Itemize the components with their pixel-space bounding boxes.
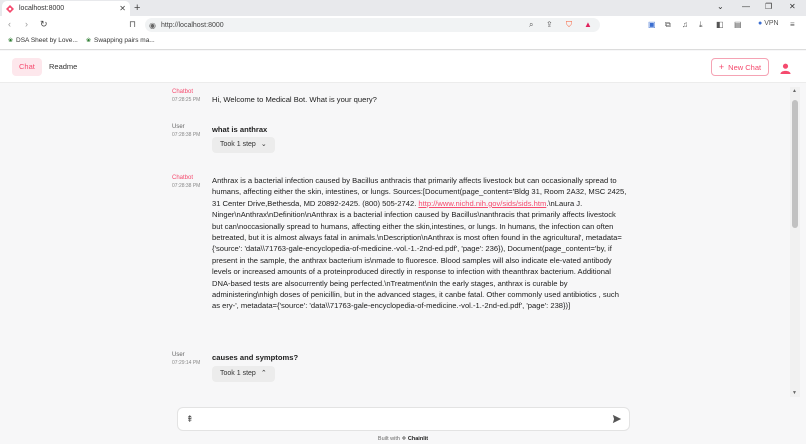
bookmark-favicon-icon: ❀ [8, 38, 14, 44]
expand-up-icon[interactable]: ⇞ [186, 414, 194, 424]
vpn-label: VPN [764, 20, 779, 27]
message-text-part: .\nLaura J. Ninger\nAnthrax\nDefinition\nAnthrax is a bacterial infection caused by Bacillus\nanthracis that primarily affects livestock but can\noccasionally spread to humans, affecting either the skin,intestines, or lungs. In humans, the infection can often betreated, but it is almost always fatal in animals.\nDescription\nAnthrax is most often found in the agricultural', metadata={'source': 'data\\71763-gale-encyclopedia-of-medicine.-vol.-1.-2nd-ed.pdf', 'page': 236}), Document(page_content='by, if present in the sample, the anthrax bacterium is\nmade to fluoresce. Blood samples will also indicate ele-vated antibody levels or increased amounts of a proteinproduced directly in response to infection with theanthrax bacterium. Additional DNA-based tests are alsocurrently being perfected.\nTreatment\nIn the early stages, anthrax is curable by administering\nhigh doses of penicillin, but in the advanced stages, it canbe fatal. Other commonly used antibiotics , such as ery-', metadata={'source': 'data\\71763-gale-encyclopedia-of-medicine.-vol.-1.-2nd-ed.pdf', 'page': 238})] [212, 198, 622, 311]
message-text: Hi, Welcome to Medical Bot. What is your query? [212, 95, 377, 104]
message-text: what is anthrax [212, 125, 268, 134]
site-info-icon[interactable]: ◉ [149, 20, 156, 30]
reload-icon[interactable]: ↻ [40, 19, 48, 29]
chat-message [172, 89, 632, 109]
message-text [212, 175, 627, 312]
chevron-up-icon: ⌃ [260, 370, 267, 377]
scroll-down-icon[interactable]: ▼ [792, 390, 797, 396]
new-tab-icon[interactable]: + [134, 2, 141, 14]
zoom-search-icon[interactable]: ⌕ [529, 20, 534, 29]
message-author: User [172, 124, 185, 130]
vpn-icon: ● [758, 20, 763, 27]
footer-prefix: Built with [377, 436, 400, 442]
footer-brand: Chainlit [407, 436, 429, 442]
message-time: 07:29:14 PM [172, 360, 201, 366]
bookmark-favicon-icon: ❀ [86, 38, 92, 44]
took-step-button[interactable] [212, 137, 275, 153]
chat-message [172, 124, 632, 156]
app-header [0, 51, 806, 83]
new-chat-button[interactable] [711, 58, 769, 76]
message-composer [177, 407, 630, 431]
chevron-down-icon: ⌄ [260, 141, 267, 148]
url-text: http://localhost:8000 [160, 21, 224, 29]
close-window-icon[interactable]: ✕ [789, 2, 796, 11]
vpn-button[interactable] [758, 20, 779, 27]
scroll-up-icon[interactable]: ▲ [792, 88, 797, 94]
download-icon[interactable]: ⤓ [699, 20, 703, 29]
chainlit-logo-icon: ❖ [401, 436, 407, 442]
chat-input[interactable] [202, 412, 602, 427]
scrollbar-thumb[interactable] [792, 100, 798, 228]
message-author: Chatbot [172, 89, 194, 95]
chat-message [172, 175, 632, 335]
maximize-icon[interactable]: ❐ [765, 2, 773, 11]
tab-chat[interactable]: Chat [12, 58, 42, 76]
message-text: causes and symptoms? [212, 353, 299, 362]
sidebar-icon[interactable]: ◧ [716, 20, 724, 29]
message-time: 07:28:38 PM [172, 132, 201, 138]
forward-icon[interactable]: › [25, 19, 28, 29]
step-label: Took 1 step [220, 370, 256, 377]
screen-capture-icon[interactable]: ▣ [648, 20, 656, 29]
brave-rewards-icon[interactable]: ▲ [584, 20, 592, 29]
wallet-icon[interactable]: ▤ [734, 20, 742, 29]
bookmark-label: Swapping pairs ma... [94, 37, 155, 44]
chainlit-favicon-icon [6, 5, 14, 13]
minimize-icon[interactable]: — [742, 2, 750, 11]
message-author: Chatbot [172, 175, 194, 181]
message-text-part: Anthrax is a bacterial infection caused by Bacillus anthracis that primarily affects livestock but can occasionally spread to humans, affecting either the skin, intestines, or lungs. Sources:[Document(page_content='Bldg 31, Room 2A32, MSC 2425, 31 Center Drive,Bethesda, MD 20892-2425. (800) 505-2742. [212, 176, 627, 208]
send-icon[interactable] [612, 414, 622, 424]
tab-title: localhost:8000 [19, 5, 65, 12]
bookmark-item[interactable] [8, 37, 78, 44]
bookmark-icon[interactable]: ⊓ [129, 19, 137, 29]
plus-icon: + [718, 62, 725, 72]
address-bar-row [0, 16, 806, 34]
message-author: User [172, 352, 185, 358]
built-with-footer[interactable] [0, 436, 806, 444]
message-time: 07:28:25 PM [172, 97, 201, 103]
user-avatar-icon[interactable] [780, 63, 791, 74]
tab-list-icon[interactable]: ⌄ [717, 2, 724, 11]
chat-message [172, 352, 632, 384]
bookmarks-bar [0, 34, 806, 50]
back-icon[interactable]: ‹ [8, 19, 11, 29]
chat-thread [0, 83, 790, 396]
menu-icon[interactable]: ≡ [790, 20, 795, 29]
bookmark-item[interactable] [86, 37, 155, 44]
browser-tab[interactable] [2, 1, 130, 16]
brave-shield-icon[interactable]: ⛉ [566, 20, 572, 29]
extensions-icon[interactable]: ⧉ [665, 20, 671, 29]
step-label: Took 1 step [220, 141, 256, 148]
message-time: 07:28:38 PM [172, 183, 201, 189]
took-step-button[interactable] [212, 366, 275, 382]
new-chat-label: New Chat [728, 62, 762, 72]
music-icon[interactable]: ♫ [682, 20, 688, 29]
bookmark-label: DSA Sheet by Love... [16, 37, 78, 44]
tab-readme[interactable]: Readme [49, 62, 78, 71]
share-icon[interactable]: ⇪ [546, 20, 553, 29]
tab-close-icon[interactable]: ✕ [119, 4, 126, 13]
source-link[interactable]: http://www.nichd.nih.gov/sids/sids.htm [418, 198, 547, 208]
browser-tab-bar [0, 0, 806, 16]
